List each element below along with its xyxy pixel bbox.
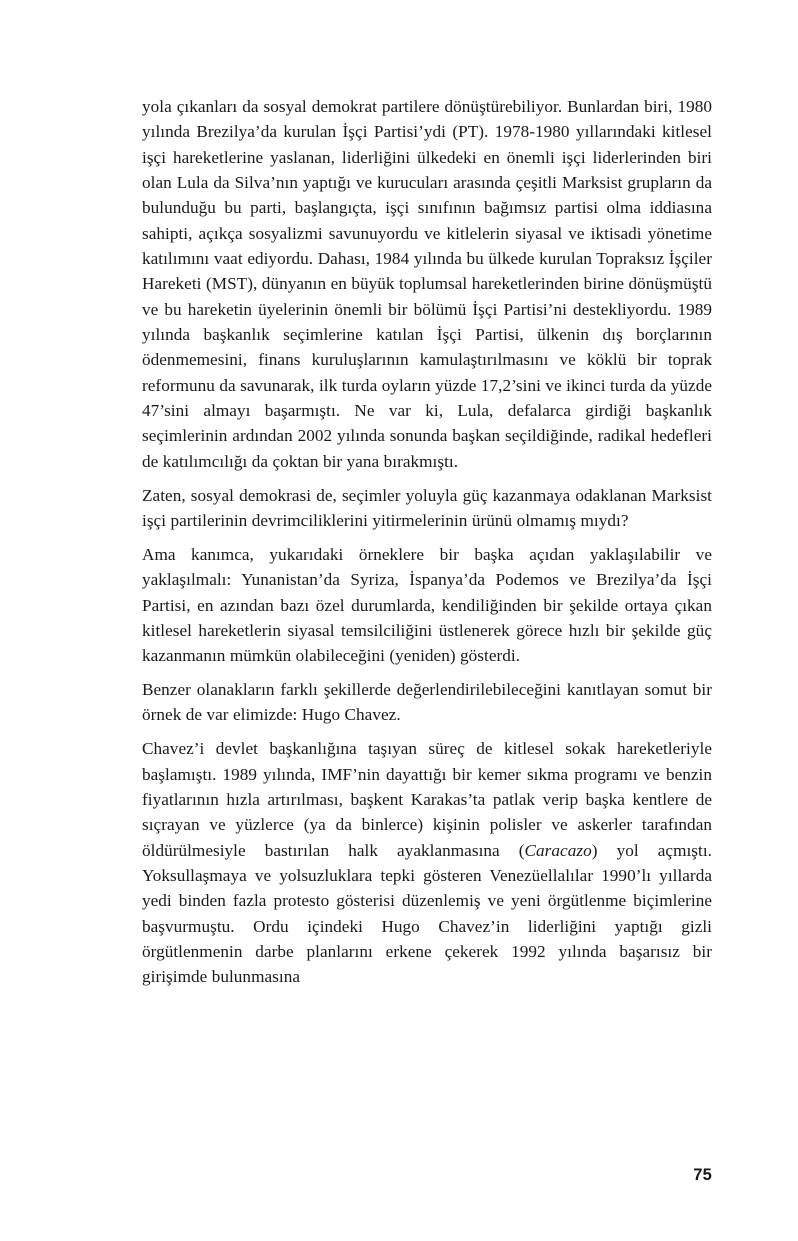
body-text-block [142,94,712,990]
paragraph-2: Zaten, sosyal demokrasi de, seçimler yoluyla güç kazanmaya odaklanan Marksist işçi partilerinin devrimciliklerini yitirmelerinin ürünü olmamış mıydı? [142,485,712,530]
paragraph-1: yola çıkanları da sosyal demokrat partilere dönüştürebiliyor. Bunlardan biri, 1980 yılında Brezilya’da kurulan İşçi Partisi’ydi (PT). 1978-1980 yıllarındaki kitlesel işçi hareketlerine yaslanan, liderliğini ülkedeki en önemli işçi liderlerinden biri olan Lula da Silva’nın yaptığı ve kurucuları arasında çeşitli Marksist grupların da bulunduğu bu parti, başlangıçta, işçi sınıfının bağımsız partisi olma iddiasına sahipti, açıkça sosyalizmi savunuyordu ve kitlelerin siyasal ve iktisadi yönetime katılımını vaat ediyordu. Dahası, 1984 yılında bu ülkede kurulan Topraksız İşçiler Hareketi (MST), dünyanın en büyük toplumsal hareketlerinden birine dönüşmüştü ve bu hareketin üyelerinin önemli bir bölümü İşçi Partisi’ni destekliyordu. 1989 yılında başkanlık seçimlerine katılan İşçi Partisi, ülkenin dış borçlarının ödenmemesini, finans kuruluşlarının kamulaştırılmasını ve köklü bir toprak reformunu da savunarak, ilk turda oyların yüzde 17,2’sini ve ikinci turda da yüzde 47’sini almayı başarmıştı. Ne var ki, Lula, defalarca girdiği başkanlık seçimlerinin ardından 2002 yılında sonunda başkan seçildiğinde, radikal hedefleri de katılımcılığı da çoktan bir yana bırakmıştı. [142,97,712,471]
italic-term: Caracazo [524,840,592,860]
page-number: 75 [693,1166,712,1184]
paragraph-3: Ama kanımca, yukarıdaki örneklere bir başka açıdan yaklaşılabilir ve yaklaşılmalı: Yunanistan’da Syriza, İspanya’da Podemos ve Brezilya’da İşçi Partisi, en azından bazı özel durumlarda, kendiliğinden bir şekilde ortaya çıkan kitlesel hareketlerin siyasal temsilciliğini üstlenerek görece hızlı bir şekilde güç kazanmanın mümkün olabileceğini (yeniden) gösterdi. [142,544,712,666]
paragraph-5: Chavez’i devlet başkanlığına taşıyan süreç de kitlesel sokak hareketleriyle başlamıştı. 1989 yılında, IMF’nin dayattığı bir kemer sıkma programı ve benzin fiyatlarının hızla artırılması, başkent Karakas’ta patlak verip başka kentlere de sıçrayan ve yüzlerce (ya da binlerce) kişinin polisler ve askerler tarafından öldürülmesiyle bastırılan halk ayaklanmasına (Caracazo) yol açmıştı. Yoksullaşmaya ve yolsuzluklara tepki gösteren Venezüellalılar 1990’lı yıllarda yedi binden fazla protesto gösterisi düzenlemiş ve yeni örgütlenme biçimlerine başvurmuştu. Ordu içindeki Hugo Chavez’in liderliğini yaptığı gizli örgütlenmenin darbe planlarını erkene çekerek 1992 yılında başarısız bir girişimde bulunmasına [142,739,712,987]
paragraph-4: Benzer olanakların farklı şekillerde değerlendirilebileceğini kanıtlayan somut bir örnek de var elimizde: Hugo Chavez. [142,680,712,725]
